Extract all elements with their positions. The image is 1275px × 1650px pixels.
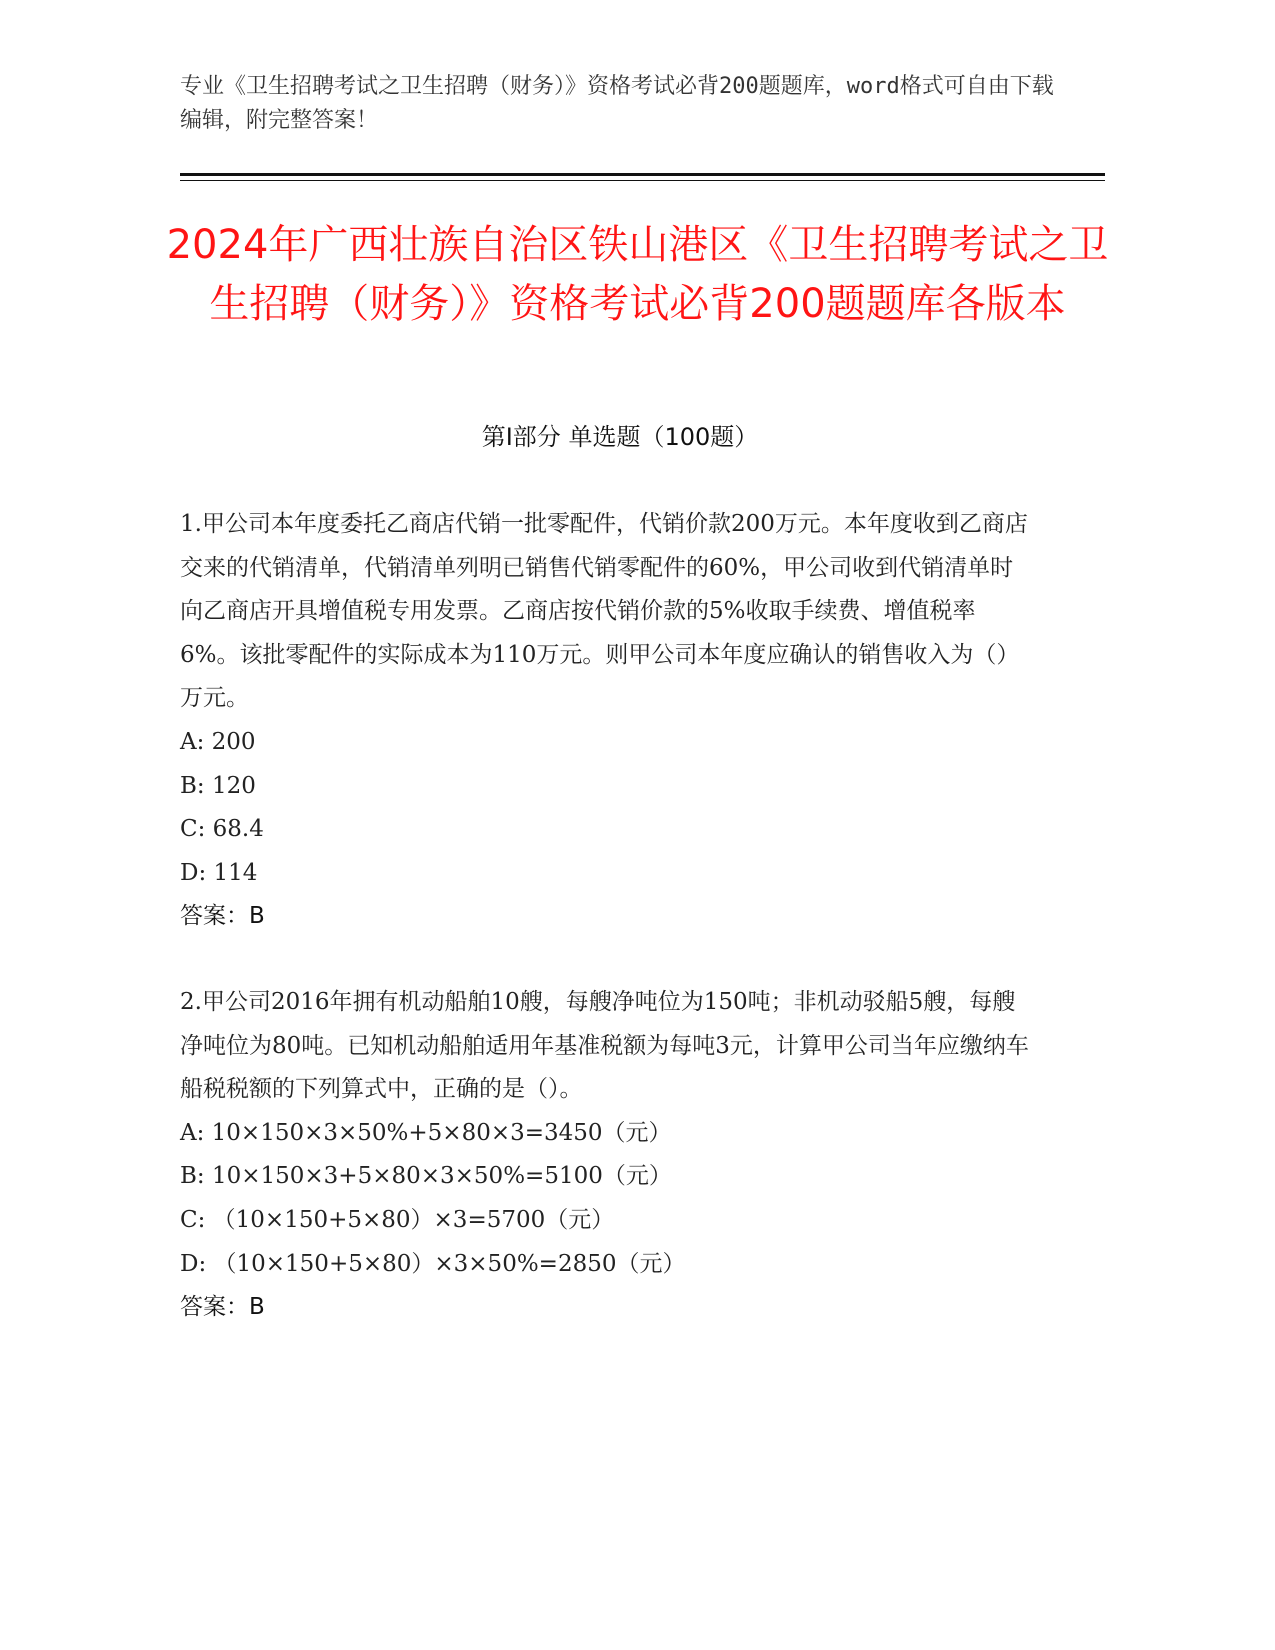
- question-2-option-d: D: （10×150+5×80）×3×50%=2850（元）: [180, 1250, 686, 1277]
- question-1-option-d: D: 114: [180, 859, 258, 886]
- section-heading: 第I部分 单选题（100题）: [481, 423, 759, 451]
- document-title: 2024年广西壮族自治区铁山港区《卫生招聘考试之卫生招聘（财务）》资格考试必背200题题库各版本: [166, 222, 1109, 327]
- question-2-option-a: A: 10×150×3×50%+5×80×3=3450（元）: [180, 1119, 672, 1146]
- header-note: 专业《卫生招聘考试之卫生招聘（财务）》资格考试必背200题题库，word格式可自由下载编辑，附完整答案！: [180, 74, 1054, 133]
- question-2-answer: 答案：B: [180, 1294, 265, 1321]
- question-1-option-b: B: 120: [180, 772, 256, 799]
- question-2-text: 2.甲公司2016年拥有机动船舶10艘，每艘净吨位为150吨；非机动驳船5艘，每艘净吨位为80吨。已知机动船舶适用年基准税额为每吨3元，计算甲公司当年应缴纳车船税税额的下列算式中，正确的是（）。: [180, 989, 1029, 1103]
- question-2: [180, 981, 1030, 1330]
- question-1-option-a: A: 200: [180, 728, 256, 755]
- question-1-text: 1.甲公司本年度委托乙商店代销一批零配件，代销价款200万元。本年度收到乙商店交来的代销清单，代销清单列明已销售代销零配件的60%，甲公司收到代销清单时向乙商店开具增值税专用发票。乙商店按代销价款的5%收取手续费、增值税率6%。该批零配件的实际成本为110万元。则甲公司本年度应确认的销售收入为（）万元。: [180, 511, 1028, 712]
- question-2-option-c: C: （10×150+5×80）×3=5700（元）: [180, 1206, 615, 1233]
- header-divider-thin: [180, 180, 1105, 181]
- question-1: [180, 503, 1030, 939]
- question-1-answer: 答案：B: [180, 903, 265, 930]
- question-1-option-c: C: 68.4: [180, 816, 264, 843]
- header-divider-thick: [180, 173, 1105, 176]
- question-2-option-b: B: 10×150×3+5×80×3×50%=5100（元）: [180, 1163, 672, 1190]
